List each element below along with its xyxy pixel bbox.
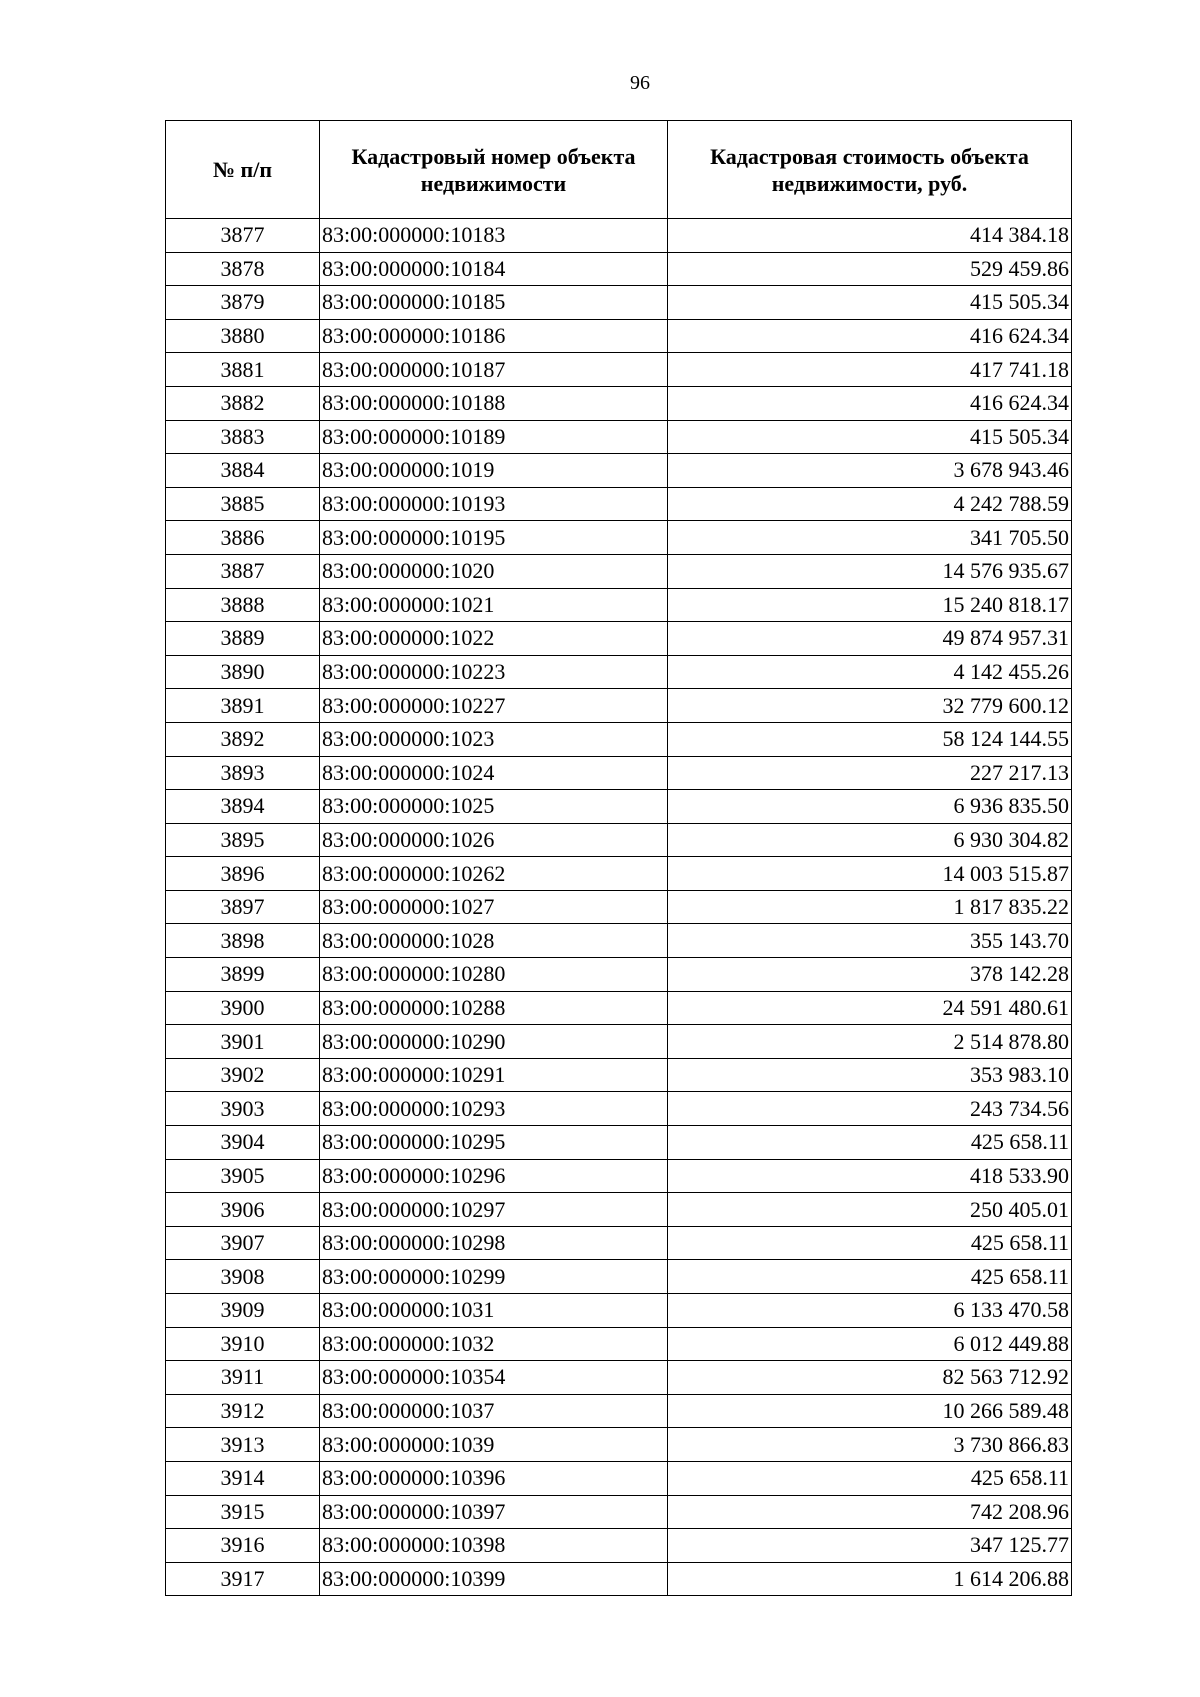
row-number: 3913 <box>166 1428 320 1462</box>
table-row <box>166 958 1072 992</box>
cadastral-number: 83:00:000000:1028 <box>320 924 668 958</box>
table-row <box>166 890 1072 924</box>
table-row <box>166 521 1072 555</box>
table-row <box>166 1495 1072 1529</box>
cadastral-value: 425 658.11 <box>668 1461 1072 1495</box>
table-row <box>166 1461 1072 1495</box>
cadastral-value: 414 384.18 <box>668 219 1072 253</box>
row-number: 3905 <box>166 1159 320 1193</box>
header-row-number: № п/п <box>166 121 320 219</box>
table-row <box>166 1529 1072 1563</box>
cadastral-value: 2 514 878.80 <box>668 1025 1072 1059</box>
row-number: 3912 <box>166 1394 320 1428</box>
cadastral-number: 83:00:000000:10290 <box>320 1025 668 1059</box>
cadastral-value: 6 930 304.82 <box>668 823 1072 857</box>
cadastral-number: 83:00:000000:1039 <box>320 1428 668 1462</box>
cadastral-value: 417 741.18 <box>668 353 1072 387</box>
row-number: 3896 <box>166 857 320 891</box>
cadastral-number: 83:00:000000:10296 <box>320 1159 668 1193</box>
row-number: 3909 <box>166 1294 320 1328</box>
table-row <box>166 1058 1072 1092</box>
row-number: 3895 <box>166 823 320 857</box>
cadastral-number: 83:00:000000:1025 <box>320 790 668 824</box>
row-number: 3886 <box>166 521 320 555</box>
row-number: 3899 <box>166 958 320 992</box>
cadastral-value: 742 208.96 <box>668 1495 1072 1529</box>
row-number: 3901 <box>166 1025 320 1059</box>
cadastral-number: 83:00:000000:1023 <box>320 722 668 756</box>
cadastral-value: 1 817 835.22 <box>668 890 1072 924</box>
row-number: 3911 <box>166 1361 320 1395</box>
cadastral-value: 347 125.77 <box>668 1529 1072 1563</box>
table-row <box>166 1327 1072 1361</box>
cadastral-number: 83:00:000000:10185 <box>320 286 668 320</box>
table-row <box>166 622 1072 656</box>
table-row <box>166 420 1072 454</box>
row-number: 3903 <box>166 1092 320 1126</box>
cadastral-number: 83:00:000000:10398 <box>320 1529 668 1563</box>
cadastral-value: 14 576 935.67 <box>668 554 1072 588</box>
cadastral-number: 83:00:000000:10184 <box>320 252 668 286</box>
row-number: 3907 <box>166 1226 320 1260</box>
table-row <box>166 1126 1072 1160</box>
cadastral-value: 58 124 144.55 <box>668 722 1072 756</box>
row-number: 3879 <box>166 286 320 320</box>
table-row <box>166 454 1072 488</box>
row-number: 3885 <box>166 487 320 521</box>
cadastral-value: 24 591 480.61 <box>668 991 1072 1025</box>
row-number: 3917 <box>166 1562 320 1596</box>
cadastral-value-table <box>165 120 1072 1596</box>
cadastral-number: 83:00:000000:1031 <box>320 1294 668 1328</box>
cadastral-value: 49 874 957.31 <box>668 622 1072 656</box>
row-number: 3880 <box>166 319 320 353</box>
cadastral-value: 341 705.50 <box>668 521 1072 555</box>
cadastral-number: 83:00:000000:10298 <box>320 1226 668 1260</box>
table-row <box>166 857 1072 891</box>
table-row <box>166 319 1072 353</box>
cadastral-value: 6 936 835.50 <box>668 790 1072 824</box>
table-row <box>166 924 1072 958</box>
cadastral-number: 83:00:000000:10295 <box>320 1126 668 1160</box>
cadastral-number: 83:00:000000:1026 <box>320 823 668 857</box>
header-cadastral-value: Кадастровая стоимость объекта недвижимости, руб. <box>668 121 1072 219</box>
row-number: 3915 <box>166 1495 320 1529</box>
cadastral-number: 83:00:000000:1019 <box>320 454 668 488</box>
table-row <box>166 219 1072 253</box>
table-row <box>166 823 1072 857</box>
cadastral-number: 83:00:000000:10291 <box>320 1058 668 1092</box>
cadastral-number: 83:00:000000:1037 <box>320 1394 668 1428</box>
table-row <box>166 286 1072 320</box>
cadastral-number: 83:00:000000:10280 <box>320 958 668 992</box>
cadastral-value: 15 240 818.17 <box>668 588 1072 622</box>
row-number: 3914 <box>166 1461 320 1495</box>
cadastral-value: 425 658.11 <box>668 1226 1072 1260</box>
row-number: 3881 <box>166 353 320 387</box>
cadastral-number: 83:00:000000:10297 <box>320 1193 668 1227</box>
cadastral-value: 416 624.34 <box>668 319 1072 353</box>
row-number: 3916 <box>166 1529 320 1563</box>
row-number: 3902 <box>166 1058 320 1092</box>
page-number: 96 <box>630 72 650 94</box>
table-row <box>166 1294 1072 1328</box>
cadastral-number: 83:00:000000:10223 <box>320 655 668 689</box>
cadastral-number: 83:00:000000:10227 <box>320 689 668 723</box>
table-row <box>166 1260 1072 1294</box>
row-number: 3890 <box>166 655 320 689</box>
cadastral-value: 6 012 449.88 <box>668 1327 1072 1361</box>
cadastral-number: 83:00:000000:10183 <box>320 219 668 253</box>
cadastral-number: 83:00:000000:10186 <box>320 319 668 353</box>
cadastral-value: 4 142 455.26 <box>668 655 1072 689</box>
row-number: 3893 <box>166 756 320 790</box>
cadastral-number: 83:00:000000:1032 <box>320 1327 668 1361</box>
table-row <box>166 1562 1072 1596</box>
table-row <box>166 1092 1072 1126</box>
cadastral-number: 83:00:000000:10188 <box>320 386 668 420</box>
cadastral-value: 353 983.10 <box>668 1058 1072 1092</box>
table-row <box>166 790 1072 824</box>
header-row <box>166 121 1072 219</box>
row-number: 3897 <box>166 890 320 924</box>
cadastral-number: 83:00:000000:1020 <box>320 554 668 588</box>
table-row <box>166 756 1072 790</box>
table-row <box>166 353 1072 387</box>
cadastral-number: 83:00:000000:10195 <box>320 521 668 555</box>
cadastral-number: 83:00:000000:1027 <box>320 890 668 924</box>
table-row <box>166 386 1072 420</box>
table-row <box>166 554 1072 588</box>
cadastral-number: 83:00:000000:10187 <box>320 353 668 387</box>
cadastral-value: 416 624.34 <box>668 386 1072 420</box>
table-row <box>166 588 1072 622</box>
row-number: 3891 <box>166 689 320 723</box>
cadastral-value: 425 658.11 <box>668 1260 1072 1294</box>
cadastral-value: 4 242 788.59 <box>668 487 1072 521</box>
cadastral-value: 227 217.13 <box>668 756 1072 790</box>
cadastral-number: 83:00:000000:1022 <box>320 622 668 656</box>
cadastral-number: 83:00:000000:10293 <box>320 1092 668 1126</box>
cadastral-value: 425 658.11 <box>668 1126 1072 1160</box>
table-row <box>166 1428 1072 1462</box>
row-number: 3904 <box>166 1126 320 1160</box>
row-number: 3884 <box>166 454 320 488</box>
cadastral-number: 83:00:000000:10262 <box>320 857 668 891</box>
table-row <box>166 722 1072 756</box>
row-number: 3877 <box>166 219 320 253</box>
cadastral-value: 529 459.86 <box>668 252 1072 286</box>
row-number: 3883 <box>166 420 320 454</box>
cadastral-value: 10 266 589.48 <box>668 1394 1072 1428</box>
row-number: 3898 <box>166 924 320 958</box>
cadastral-value: 32 779 600.12 <box>668 689 1072 723</box>
row-number: 3889 <box>166 622 320 656</box>
cadastral-number: 83:00:000000:10189 <box>320 420 668 454</box>
cadastral-value: 415 505.34 <box>668 420 1072 454</box>
row-number: 3882 <box>166 386 320 420</box>
table-row <box>166 689 1072 723</box>
table-row <box>166 1394 1072 1428</box>
table-row <box>166 1193 1072 1227</box>
cadastral-value: 378 142.28 <box>668 958 1072 992</box>
row-number: 3888 <box>166 588 320 622</box>
cadastral-number: 83:00:000000:10399 <box>320 1562 668 1596</box>
table-row <box>166 991 1072 1025</box>
cadastral-number: 83:00:000000:10397 <box>320 1495 668 1529</box>
row-number: 3910 <box>166 1327 320 1361</box>
cadastral-number: 83:00:000000:1024 <box>320 756 668 790</box>
row-number: 3900 <box>166 991 320 1025</box>
cadastral-number: 83:00:000000:10288 <box>320 991 668 1025</box>
cadastral-value: 415 505.34 <box>668 286 1072 320</box>
cadastral-number: 83:00:000000:10396 <box>320 1461 668 1495</box>
table-row <box>166 655 1072 689</box>
cadastral-value: 1 614 206.88 <box>668 1562 1072 1596</box>
cadastral-number: 83:00:000000:10193 <box>320 487 668 521</box>
cadastral-value: 3 678 943.46 <box>668 454 1072 488</box>
row-number: 3908 <box>166 1260 320 1294</box>
table-row <box>166 1226 1072 1260</box>
cadastral-value: 355 143.70 <box>668 924 1072 958</box>
row-number: 3887 <box>166 554 320 588</box>
cadastral-value: 418 533.90 <box>668 1159 1072 1193</box>
table-row <box>166 1025 1072 1059</box>
cadastral-value: 82 563 712.92 <box>668 1361 1072 1395</box>
cadastral-value: 14 003 515.87 <box>668 857 1072 891</box>
header-cadastral-number: Кадастровый номер объекта недвижимости <box>320 121 668 219</box>
table-body <box>166 219 1072 1596</box>
cadastral-number: 83:00:000000:10354 <box>320 1361 668 1395</box>
row-number: 3906 <box>166 1193 320 1227</box>
table-row <box>166 487 1072 521</box>
cadastral-value: 6 133 470.58 <box>668 1294 1072 1328</box>
row-number: 3878 <box>166 252 320 286</box>
cadastral-number: 83:00:000000:10299 <box>320 1260 668 1294</box>
table-row <box>166 1361 1072 1395</box>
cadastral-value: 3 730 866.83 <box>668 1428 1072 1462</box>
cadastral-number: 83:00:000000:1021 <box>320 588 668 622</box>
cadastral-value: 250 405.01 <box>668 1193 1072 1227</box>
row-number: 3892 <box>166 722 320 756</box>
table-row <box>166 1159 1072 1193</box>
table-header <box>166 121 1072 219</box>
row-number: 3894 <box>166 790 320 824</box>
cadastral-value: 243 734.56 <box>668 1092 1072 1126</box>
table-row <box>166 252 1072 286</box>
